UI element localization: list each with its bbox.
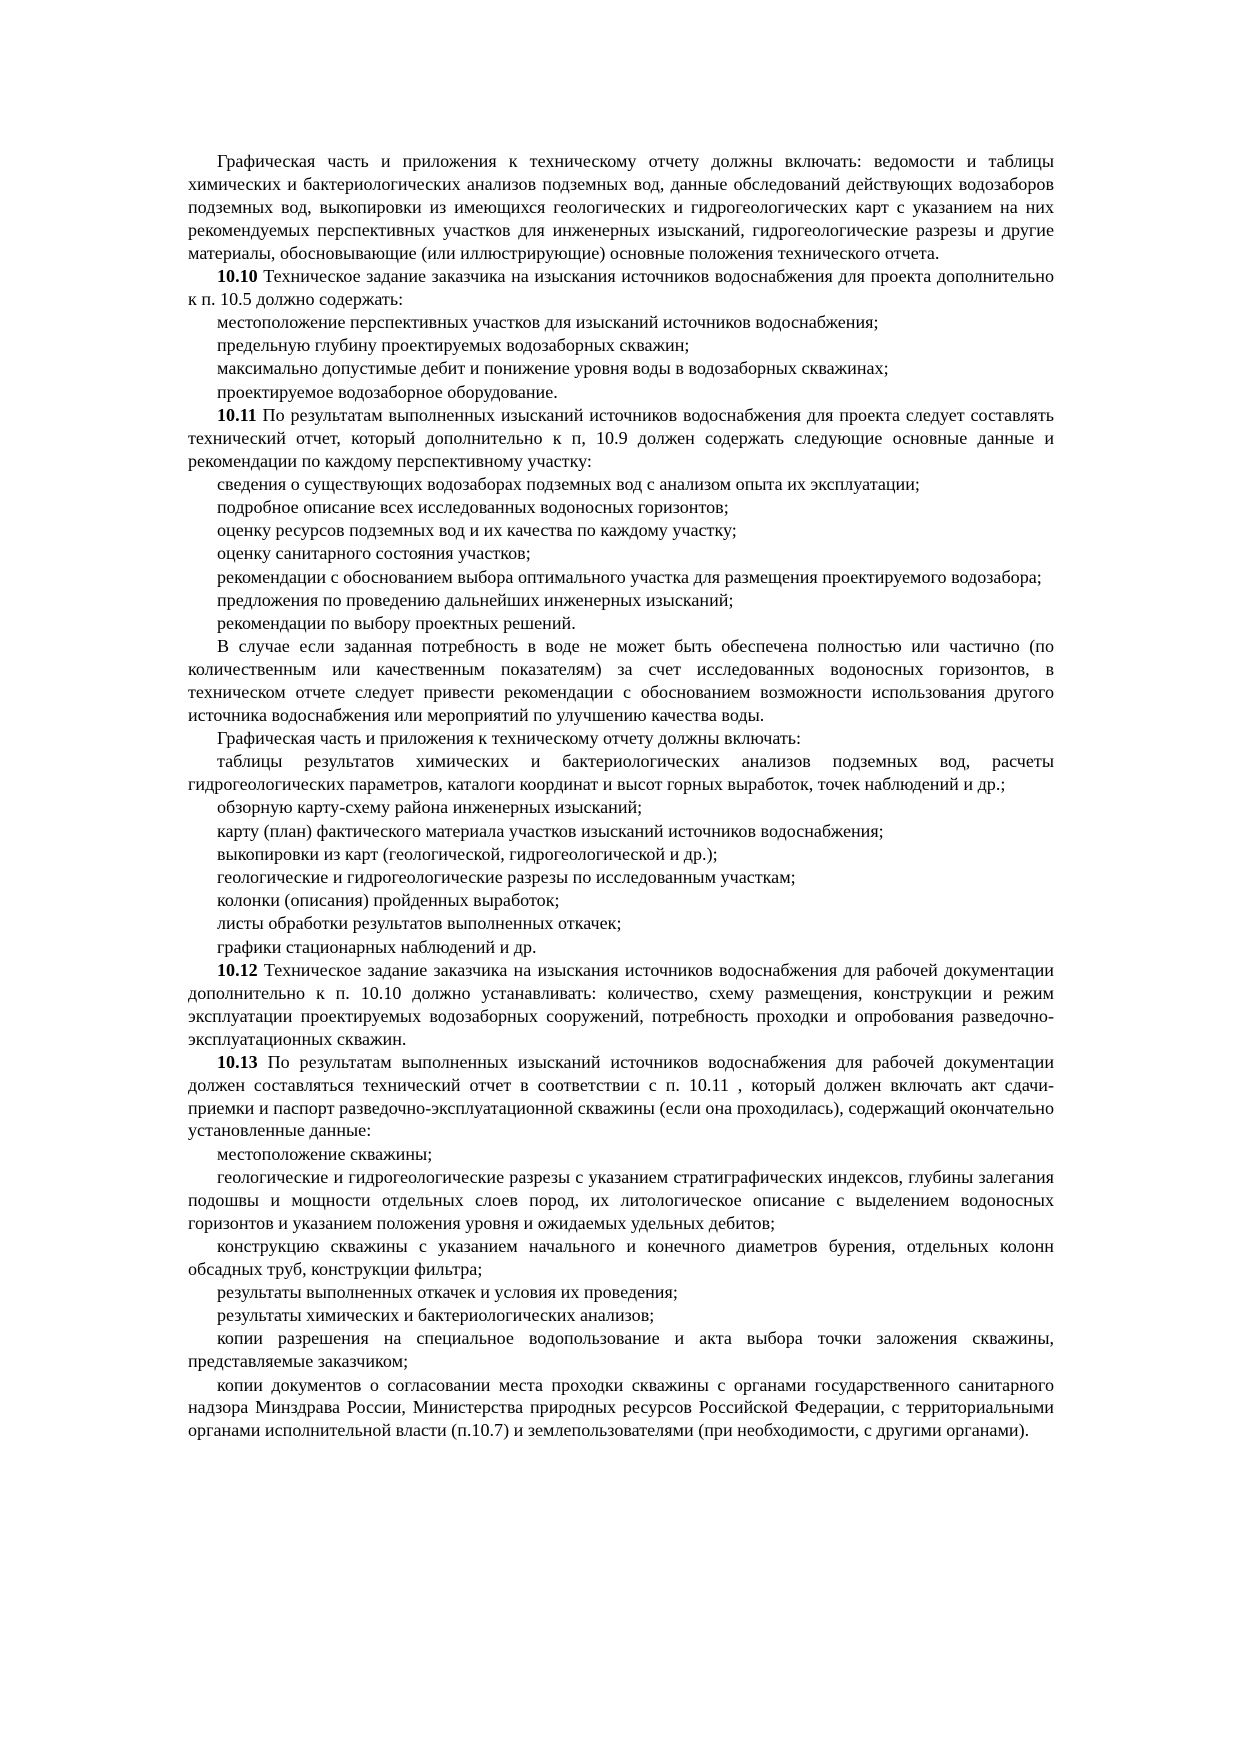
list-item: проектируемое водозаборное оборудование. — [217, 381, 558, 402]
list-item: таблицы результатов химических и бактериологических анализов подземных вод, расчеты гидрогеологических параметров, каталоги координат и высот горных выработок, точек наблюдений и др.; — [188, 751, 1054, 795]
paragraph-insufficient-water: В случае если заданная потребность в воде не может быть обеспечена полностью или частично (по количественным или качественным показателям) за счет исследованных водоносных горизонтов, в техническом отчете следует привести рекомендации с обоснованием возможности использования другого источника водоснабжения или мероприятий по улучшению качества воды. — [188, 636, 1054, 725]
list-item: колонки (описания) пройденных выработок; — [217, 890, 560, 911]
list-item: результаты химических и бактериологических анализов; — [217, 1305, 655, 1326]
list-item: конструкцию скважины с указанием начального и конечного диаметров бурения, отдельных колонн обсадных труб, конструкции фильтра; — [188, 1235, 1054, 1279]
list-item: оценку санитарного состояния участков; — [217, 543, 531, 564]
list-item: местоположение скважины; — [217, 1143, 433, 1164]
list-item: графики стационарных наблюдений и др. — [217, 936, 537, 957]
list-item: предельную глубину проектируемых водозаборных скважин; — [217, 335, 690, 356]
list-item: копии разрешения на специальное водопользование и акта выбора точки заложения скважины, представляемые заказчиком; — [188, 1328, 1054, 1372]
paragraph-10-10: 10.10 Техническое задание заказчика на изыскания источников водоснабжения для проекта дополнительно к п. 10.5 должно содержать: — [188, 265, 1054, 309]
paragraph-10-11: 10.11 По результатам выполненных изысканий источников водоснабжения для проекта следует составлять технический отчет, который дополнительно к п, 10.9 должен содержать следующие основные данные и рекомендации по каждому перспективному участку: — [188, 404, 1054, 471]
list-item: максимально допустимые дебит и понижение уровня воды в водозаборных скважинах; — [217, 358, 889, 379]
list-item: геологические и гидрогеологические разрезы с указанием стратиграфических индексов, глубины залегания подошвы и мощности отдельных слоев пород, их литологическое описание с выделением водоносных горизонтов и указанием положения уровня и ожидаемых удельных дебитов; — [188, 1166, 1054, 1233]
list-item: результаты выполненных откачек и условия их проведения; — [217, 1282, 678, 1303]
list-item: листы обработки результатов выполненных откачек; — [217, 913, 622, 934]
clause-number: 10.13 — [217, 1051, 258, 1072]
list-item: сведения о существующих водозаборах подземных вод с анализом опыта их эксплуатации; — [217, 473, 920, 494]
clause-number: 10.11 — [217, 404, 257, 425]
list-item: рекомендации с обоснованием выбора оптимального участка для размещения проектируемого водозабора; — [217, 566, 1042, 587]
list-item: местоположение перспективных участков для изысканий источников водоснабжения; — [217, 311, 879, 332]
paragraph-10-12: 10.12 Техническое задание заказчика на изыскания источников водоснабжения для рабочей документации дополнительно к п. 10.10 должно устанавливать: количество, схему размещения, конструкции и режим эксплуатации проектируемых водозаборных сооружений, потребность проходки и опробования разведочно-эксплуатационных скважин. — [188, 959, 1054, 1049]
list-item: карту (план) фактического материала участков изысканий источников водоснабжения; — [217, 820, 884, 841]
list-item: геологические и гидрогеологические разрезы по исследованным участкам; — [217, 867, 796, 888]
list-item: выкопировки из карт (геологической, гидрогеологической и др.); — [217, 843, 718, 864]
list-item: подробное описание всех исследованных водоносных горизонтов; — [217, 496, 729, 517]
list-item: обзорную карту-схему района инженерных изысканий; — [217, 797, 643, 818]
list-item: копии документов о согласовании места проходки скважины с органами государственного санитарного надзора Минздрава России, Министерства природных ресурсов Российской Федерации, с территориальными органами исполнительной власти (п.10.7) и землепользователями (при необходимости, с другими органами). — [188, 1374, 1054, 1441]
list-item: предложения по проведению дальнейших инженерных изысканий; — [217, 589, 734, 610]
paragraph-10-13: 10.13 По результатам выполненных изысканий источников водоснабжения для рабочей документации должен составляться технический отчет в соответствии с п. 10.11 , который должен включать акт сдачи-приемки и паспорт разведочно-эксплуатационной скважины (если она проходилась), содержащий окончательно установленные данные: — [188, 1051, 1054, 1141]
paragraph-graphic-part-1: Графическая часть и приложения к техническому отчету должны включать: ведомости и таблицы химических и бактериологических анализов подземных вод, данные обследований действующих водозаборов подземных вод, выкопировки из имеющихся геологических и гидрогеологических карт с указанием на них рекомендуемых перспективных участков для инженерных изысканий, гидрогеологические разрезы и другие материалы, обосновывающие (или иллюстрирующие) основные положения технического отчета. — [188, 151, 1054, 263]
paragraph-graphic-part-2: Графическая часть и приложения к техническому отчету должны включать: — [217, 728, 802, 749]
clause-number: 10.10 — [217, 265, 258, 286]
document-body — [188, 150, 1054, 1442]
clause-number: 10.12 — [217, 959, 258, 980]
list-item: оценку ресурсов подземных вод и их качества по каждому участку; — [217, 520, 737, 541]
list-item: рекомендации по выбору проектных решений. — [217, 612, 576, 633]
